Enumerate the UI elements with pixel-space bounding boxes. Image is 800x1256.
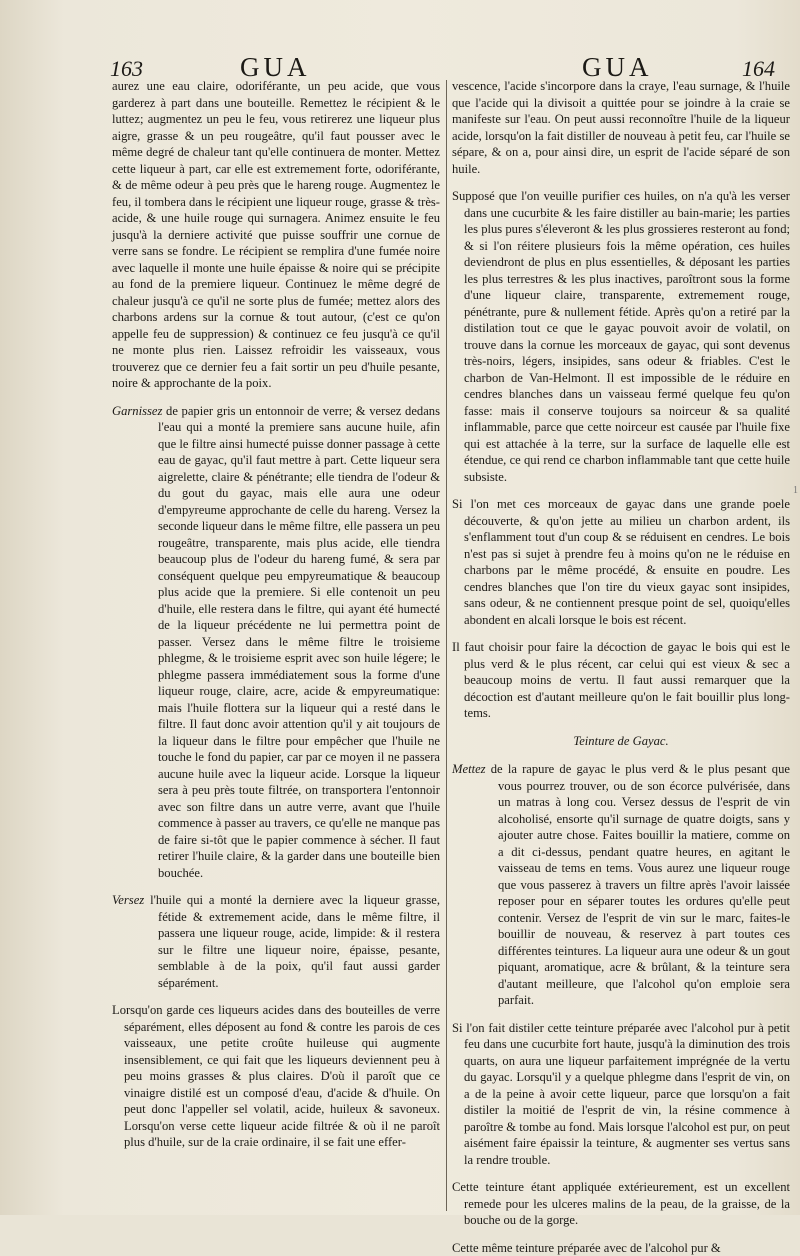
page-number-right: 164: [742, 56, 775, 82]
paragraph: Cette teinture étant appliquée extérieurement, est un excellent remede pour les ulceres malins de la peau, de la graisse, de la bouche ou de la gorge.: [452, 1179, 790, 1229]
paragraph-text: l'huile qui a monté la derniere avec la liqueur grasse, fétide & extremement acide, dans le même filtre, il passera une liqueur rouge, acide, limpide: & il restera sur le filtre une liqueur noire, épaisse, pesante, semblable à de la poix, qu'il faut aussi garder séparément.: [144, 893, 440, 990]
paragraph: Il faut choisir pour faire la décoction de gayac le bois qui est le plus verd & le plus récent, car celui qui est vieux & sec a beaucoup moins de vertu. Il faut aussi remarquer que la décoction est d'autant meilleure qu'on le fait bouillir plus long-tems.: [452, 639, 790, 722]
paragraph-keyword: Versez: [112, 893, 144, 907]
paragraph: [112, 403, 440, 882]
paragraph: [452, 761, 790, 1009]
paragraph: Supposé que l'on veuille purifier ces huiles, on n'a qu'à les verser dans une cucurbite & les faire distiller au bain-marie; les parties les plus pures s'éleveront & les plus grossieres resteront au fond; & si l'on réitere plusieurs fois la même opération, ces huiles deviendront de plus en plus essentielles, & déposant les parties les plus terrestres & les plus inactives, paroîtront sous la forme d'une liqueur claire, transparente, extremement rouge, pénétrante, pure & nullement fétide. Après qu'on a retiré par la distilation tout ce que le gayac pouvoit avoir de volatil, on trouve dans la cornue les morceaux de gayac, qui sont devenus très-noirs, légers, insipides, sans odeur & friables. C'est le charbon de Van-Helmont. Il est impossible de le réduire en cendres blanches dans un vaisseau fermé quelque feu qu'on fasse: mais il conserve toujours sa noirceur & sa qualité inflammable, parce que cette noirceur est causée par l'huile fixe qui est attachée à la terre, sur la surface de laquelle elle est étendue, ce qui rend ce charbon inflammable tant que cette huile subsiste.: [452, 188, 790, 485]
paragraph-keyword: Mettez: [452, 762, 486, 776]
paragraph: aurez une eau claire, odoriférante, un peu acide, que vous garderez à part dans une bouteille. Remettez le récipient & le luttez; augmentez un peu le feu, vous retirerez une liqueur plus aigre, grasse & un peu rougeâtre, qu'il faut pousser avec le même degré de chaleur tant qu'elle continuera de monter. Mettez cette liqueur à part, car elle est extremement forte, odoriférante, & de même odeur à peu près que le hareng rouge. Augmentez le feu, il tombera dans le récipient une liqueur rouge, grasse & très-acide, & une huile rouge qui surnagera. Animez ensuite le feu jusqu'à la derniere activité que puisse souffrir une cornue de verre sans se fondre. Le récipient se remplira d'une fumée noire avec laquelle il monte une huile épaisse & noire qui se précipite au fond de la premiere liqueur. Continuez le même degré de chaleur jusqu'à ce qu'il ne sorte plus de fumée; mettez alors des charbons ardens sur la cornue & tout autour, (c'est ce qu'on appelle feu de suppression) & continuez ce feu jusqu'à ce qu'il ne monte plus rien. Laissez refroidir les vaisseaux, vous trouverez que ce dernier feu a fait sortir un peu d'huile pesante, noire & approchante de la poix.: [112, 78, 440, 392]
left-column: [112, 78, 440, 1213]
margin-mark: 1: [793, 485, 798, 496]
right-column: [452, 78, 790, 1213]
paragraph: Lorsqu'on garde ces liqueurs acides dans des bouteilles de verre séparément, elles déposent au fond & contre les parois de ces vaisseaux, une petite croûte huileuse qui augmente insensiblement, ce qui fait que les liqueurs deviennent peu à peu moins grasses & plus claires. D'où il paroît que ce vinaigre distilé est un composé d'eau, d'acide & d'huile. On peut donc l'appeller sel volatil, acide, huileux & savoneux. Lorsqu'on verse cette liqueur acide filtrée & où il ne paroît plus d'huile, sur de la craie ordinaire, il se fait une effer-: [112, 1002, 440, 1151]
paragraph-text: de papier gris un entonnoir de verre; & versez dedans l'eau qui a monté la premiere sans aucune huile, afin que le filtre ainsi humecté puisse donner passage à cette eau de gayac, qu'il faut mettre à part. Cette liqueur sera aigrelette, claire & pénétrante; elle tiendra de l'odeur & du gout du gayac, mais elle aura une odeur d'empyreume approchante de celle du hareng. Versez la seconde liqueur dans le même filtre, elle passera un peu rougeâtre, transparente, mais plus acide, elle tiendra beaucoup plus de l'odeur du hareng fumé, & sera par conséquent quelque peu empyreumatique & beaucoup plus acide que la premiere. Si elle contenoit un peu d'huile, elle restera dans le filtre, qui ayant été humecté de la liqueur précédente ne lui permettra point de passer. Versez dans le même filtre le troisieme phlegme, & le troisieme esprit avec son huile légere; le phlegme passera immédiatement sous la forme d'une liqueur rouge, claire, acre, acide & empyreumatique: mais l'huile flottera sur la liqueur qui a resté dans le filtre. Il faut donc avoir attention qu'il y ait toujours de la liqueur dans le filtre pour empêcher que l'huile ne touche le fond du papier, car par ce moyen il ne passera aucune huile avec la liqueur acide. Lorsque la liqueur sera à peu près toute filtrée, on transportera l'entonnoir avec son filtre dans un autre verre, avant que l'huile commence à passer au travers, ce qu'elle ne manque pas de faire si-tôt que le papier commence à sécher. Il faut retirer l'huile claire, & la garder dans une bouteille bien bouchée.: [158, 404, 440, 880]
section-title: Teinture de Gayac.: [452, 733, 790, 750]
paragraph: Si l'on fait distiler cette teinture préparée avec l'alcohol pur à petit feu dans une cucurbite fort haute, jusqu'à la diminution des trois quarts, on aura une liqueur parfaitement imprégnée de la vertu du gayac. Lorsqu'il y a quelque phlegme dans l'esprit de vin, on a de la peine à avoir cette liqueur, parce que lorsqu'on a fait distiler la moitié de l'esprit de vin, la résine commence à paroître & tombe au fond. Mais lorsque l'alcohol est pur, on peut aisément faire épaissir la teinture, & augmenter ses vertus sans la rendre trouble.: [452, 1020, 790, 1169]
paragraph: [112, 892, 440, 991]
paragraph: Si l'on met ces morceaux de gayac dans une grande poele découverte, & qu'on jette au milieu un charbon ardent, ils s'enflamment tout d'un coup & se réduisent en cendres. Le bois n'est pas si sujet à prendre feu à moins qu'on ne le réduise en charbons par le même procédé, & ensuite en poudre. Les cendres blanches que l'on tire du vieux gayac sont insipides, sans odeur, & ne contiennent presque point de sel, quoiqu'elles abondent en alcali lorsque le bois est récent.: [452, 496, 790, 628]
paragraph-keyword: Garnissez: [112, 404, 162, 418]
page-number-left: 163: [110, 56, 143, 82]
column-divider: [446, 80, 447, 1211]
paragraph: vescence, l'acide s'incorpore dans la craye, l'eau surnage, & l'huile que l'acide qui la divisoit a quittée pour se joindre à la craie se manifeste sur l'eau. On peut aussi reconnoître l'huile de la liqueur acide, lorsqu'on la fait distiller de nouveau à petit feu, car l'huile se sépare, & on a, pour ainsi dire, un esprit de l'acide séparé de son huile.: [452, 78, 790, 177]
running-head-left: GUA: [240, 52, 311, 83]
paragraph-text: de la rapure de gayac le plus verd & le plus pesant que vous pourrez trouver, ou de son écorce pulvérisée, dans un matras à long cou. Versez dessus de l'esprit de vin alcoholisé, ensorte qu'il surnage de quatre doigts, sans y ajouter autre chose. Faites bouillir la matiere, comme on a dit ci-dessus, pendant quatre heures, en agitant le vaisseau de tems en tems. Vous aurez une liqueur rouge que vous passerez à travers un filtre après l'avoir laissée reposer pour en séparer toutes les ordures qu'elle peut contenir. Versez de l'esprit de vin sur le marc, faites-le bouillir de nouveau, & reservez à part toutes ces différentes teintures. La liqueur aura une odeur & un gout piquant, aromatique, acre & brûlant, & la teinture sera d'autant meilleure, que l'alcohol qu'on emploie sera parfait.: [486, 762, 790, 1007]
running-head-right: GUA: [582, 52, 653, 83]
paragraph: Cette même teinture préparée avec de l'alcohol pur &: [452, 1240, 790, 1256]
